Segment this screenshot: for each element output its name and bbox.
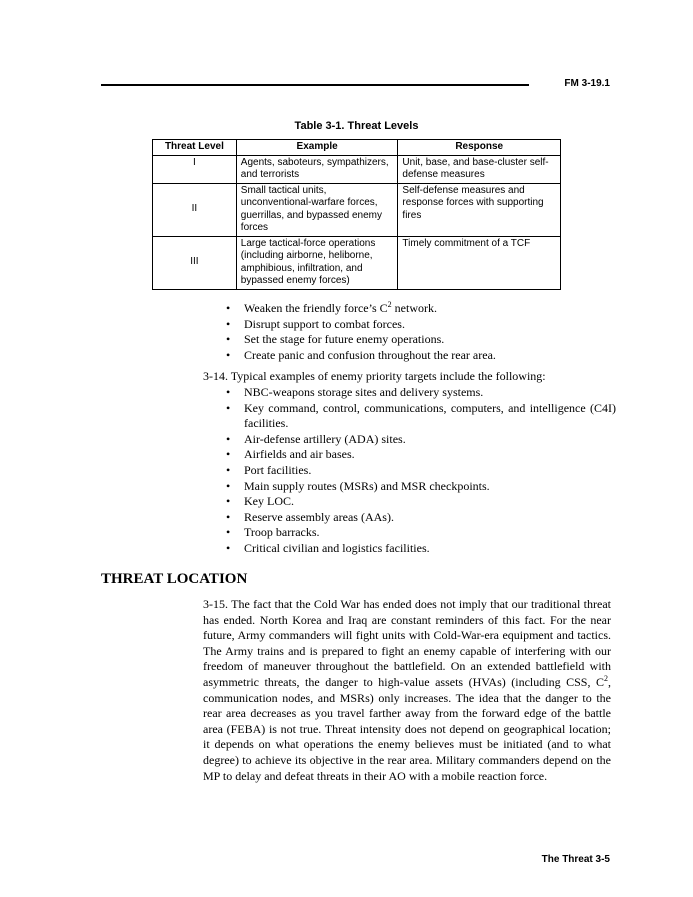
list-item-text: Port facilities. (244, 462, 312, 477)
column-header-example: Example (236, 140, 398, 156)
example-cell: Large tactical-force operations (including airborne, heliborne, amphibious, infiltration, and bypassed enemy forces) (236, 236, 398, 289)
list-item (226, 432, 616, 448)
list-item-text: NBC-weapons storage sites and delivery systems. (244, 385, 484, 399)
column-header-threat-level: Threat Level (153, 140, 237, 156)
bullet-icon: • (226, 478, 231, 493)
table-header-row (153, 140, 561, 156)
bullet-icon: • (226, 385, 231, 399)
list-item-text: Create panic and confusion throughout the rear area. (244, 347, 496, 362)
list-item (226, 385, 616, 401)
list-item-text: Key LOC. (244, 494, 294, 509)
bullet-icon: • (226, 301, 231, 315)
paragraph-3-14: 3-14. Typical examples of enemy priority targets include the following: (203, 369, 546, 383)
document-id: FM 3-19.1 (564, 78, 610, 89)
list-item (226, 479, 616, 495)
response-cell: Unit, base, and base-cluster self-defense measures (398, 155, 561, 183)
threat-level-cell: I (153, 155, 237, 183)
list-item-text: Airfields and air bases. (244, 447, 355, 462)
table-row (153, 183, 561, 236)
bullet-icon: • (226, 509, 231, 524)
bullet-icon: • (226, 316, 231, 331)
list-item (226, 348, 616, 364)
list-item (226, 317, 616, 333)
bullet-icon: • (226, 540, 231, 555)
list-item (226, 301, 616, 317)
bullet-icon: • (226, 447, 231, 462)
priority-targets-list (226, 385, 616, 557)
table-row (153, 155, 561, 183)
list-item (226, 463, 616, 479)
bullet-icon: • (226, 525, 231, 540)
superscript: 2 (604, 673, 608, 683)
page-footer: The Threat 3-5 (541, 854, 610, 865)
threat-levels-table (152, 139, 561, 290)
list-item (226, 525, 616, 541)
list-item (226, 510, 616, 526)
section-heading: THREAT LOCATION (101, 571, 248, 587)
list-item-text: Disrupt support to combat forces. (244, 316, 405, 331)
list-item (226, 447, 616, 463)
example-cell: Small tactical units, unconventional-warfare forces, guerrillas, and bypassed enemy forces (236, 183, 398, 236)
bullet-icon: • (226, 332, 231, 347)
objective-bullet-list (226, 301, 616, 363)
table-title: Table 3-1. Threat Levels (294, 120, 419, 132)
paragraph-3-15: 3-15. The fact that the Cold War has ended does not imply that our traditional threat has ended. North Korea and Iraq are constant reminders of this fact. For the near future, Army commanders will fight units with Cold-War-era equipment and tactics. The Army trains and is prepared to fight an enemy capable of interfering with our freedom of maneuver throughout the battlefield. On an extended battlefield with asymmetric threats, the danger to high-value assets (HVAs) (including CSS, $C^2$, communication nodes, and MSRs) only increases. The idea that the danger to the rear area decreases as you travel farther away from the forward edge of the battle area (FEBA) is not true. Threat intensity does not depend on geographical location; it depends on what operations the enemy believes must be initiated (and to what degree) to achieve its objective in the rear area. Military commanders depend on the MP to delay and defeat threats in their AO with a mobile reaction force. (203, 597, 611, 783)
list-item (226, 332, 616, 348)
list-item-text: Key command, control, communications, computers, and intelligence (C4I) facilities. (244, 400, 616, 431)
example-cell: Agents, saboteurs, sympathizers, and terrorists (236, 155, 398, 183)
list-item (226, 541, 616, 557)
table-row (153, 236, 561, 289)
list-item-text: Critical civilian and logistics facilities. (244, 540, 430, 555)
list-item-text: Main supply routes (MSRs) and MSR checkpoints. (244, 478, 490, 493)
response-cell: Self-defense measures and response forces with supporting fires (398, 183, 561, 236)
bullet-icon: • (226, 347, 231, 362)
bullet-icon: • (226, 494, 231, 509)
response-cell: Timely commitment of a TCF (398, 236, 561, 289)
header-rule (101, 84, 529, 86)
list-item-text: Troop barracks. (244, 525, 320, 540)
superscript: 2 (387, 300, 392, 309)
list-item (226, 494, 616, 510)
bullet-icon: • (226, 462, 231, 477)
list-item-text: Weaken the friendly force’s $C^2$ network. (244, 300, 437, 315)
list-item (226, 401, 616, 432)
threat-level-cell: II (153, 183, 237, 236)
threat-level-cell: III (153, 236, 237, 289)
column-header-response: Response (398, 140, 561, 156)
list-item-text: Air-defense artillery (ADA) sites. (244, 431, 406, 446)
list-item-text: Set the stage for future enemy operations. (244, 332, 445, 347)
list-item-text: Reserve assembly areas (AAs). (244, 509, 394, 524)
bullet-icon: • (226, 431, 231, 446)
bullet-icon: • (226, 400, 231, 415)
